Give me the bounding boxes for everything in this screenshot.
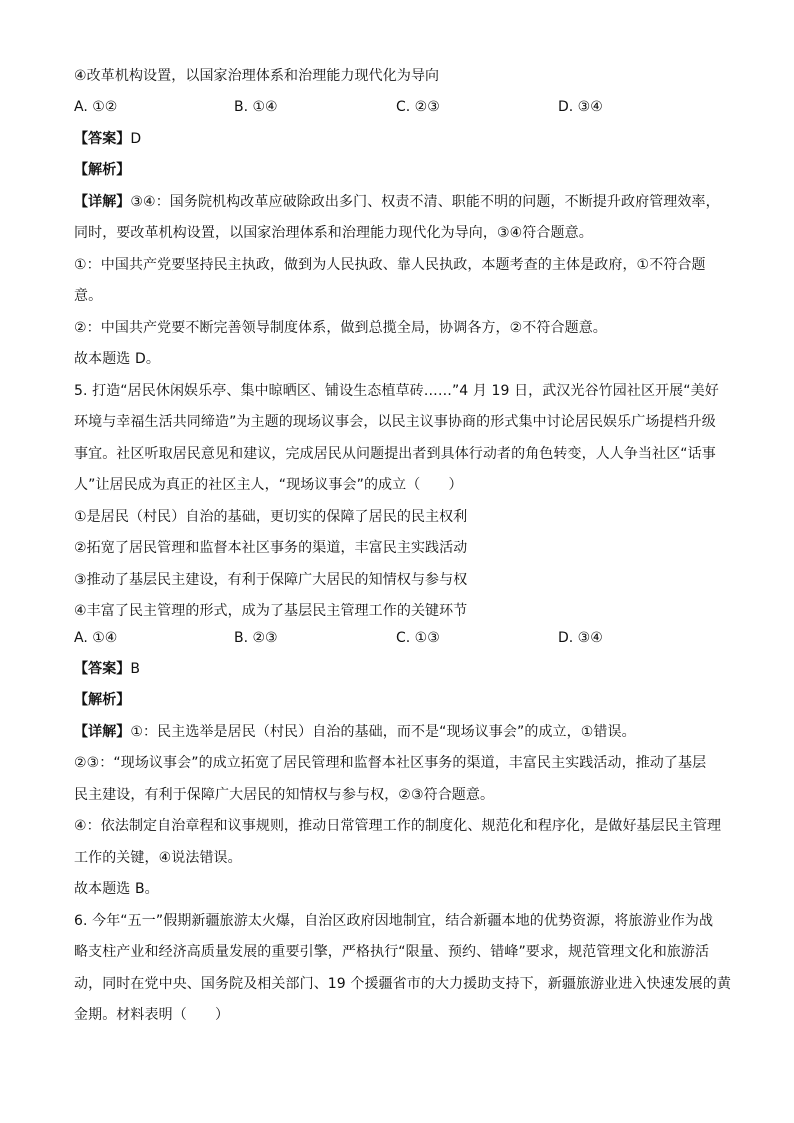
q5-stem-line-3: 事宜。社区听取居民意见和建议，完成居民从问题提出者到具体行动者的角色转变，人人争当社区“话事	[74, 446, 716, 462]
q4-option-c: C. ②③	[396, 99, 440, 115]
q5-option-c: C. ①③	[396, 630, 440, 646]
q6-stem-line-4: 金期。材料表明（ ）	[74, 1007, 230, 1023]
q6-stem-line-3: 动，同时在党中央、国务院及相关部门、19 个援疆省市的大力援助支持下，新疆旅游业进入快速发展的黄	[74, 976, 732, 992]
q5-detail-line-1	[74, 722, 734, 742]
answer-value: D	[130, 131, 142, 147]
q4-detail-line-2: 同时，要改革机构设置，以国家治理体系和治理能力现代化为导向，③④符合题意。	[74, 225, 593, 241]
q4-detail-line-4: 意。	[74, 288, 103, 304]
q4-detail-line-3: ①：中国共产党要坚持民主执政，做到为人民执政、靠人民执政，本题考查的主体是政府，①不符合题	[74, 257, 706, 273]
answer-tag: 【答案】	[74, 131, 131, 147]
q5-option-d: D. ③④	[558, 630, 603, 646]
q5-detail-line-2: ②③：“现场议事会”的成立拓宽了居民管理和监督本社区事务的渠道，丰富民主实践活动，推动了基层	[74, 755, 707, 771]
q4-conclusion: 故本题选 D。	[74, 351, 160, 367]
q4-options	[74, 97, 734, 117]
analysis-tag: 【解析】	[74, 162, 131, 178]
q5-analysis-heading	[74, 690, 734, 710]
q5-stem-line-4: 人”让居民成为真正的社区主人，“现场议事会”的成立（ ）	[74, 477, 463, 493]
q4-option-a: A. ①②	[74, 99, 118, 115]
answer-tag: 【答案】	[74, 661, 131, 677]
q5-detail-line-4: ④：依法制定自治章程和议事规则，推动日常管理工作的制度化、规范化和程序化，是做好基层民主管理	[74, 818, 722, 834]
analysis-tag: 【解析】	[74, 692, 131, 708]
q5-item-4: ④丰富了民主管理的形式，成为了基层民主管理工作的关键环节	[74, 603, 468, 619]
q5-answer	[74, 659, 734, 679]
q4-item-4: ④改革机构设置，以国家治理体系和治理能力现代化为导向	[74, 68, 440, 84]
q5-item-3: ③推动了基层民主建设，有利于保障广大居民的知情权与参与权	[74, 572, 468, 588]
q5-stem-line-1: 5. 打造“居民休闲娱乐亭、集中晾晒区、铺设生态植草砖……”4 月 19 日，武汉光谷竹园社区开展“美好	[74, 383, 719, 399]
q4-detail-line-1	[74, 192, 734, 212]
q5-conclusion: 故本题选 B。	[74, 881, 159, 897]
q6-stem-line-1: 6. 今年“五一”假期新疆旅游太火爆，自治区政府因地制宜，结合新疆本地的优势资源，将旅游业作为战	[74, 913, 714, 929]
detail-text: ①：民主选举是居民（村民）自治的基础，而不是“现场议事会”的成立，①错误。	[130, 724, 636, 740]
q5-item-1: ①是居民（村民）自治的基础，更切实的保障了居民的民主权利	[74, 509, 468, 525]
q5-options	[74, 628, 734, 648]
q4-detail-line-5: ②：中国共产党要不断完善领导制度体系，做到总揽全局，协调各方，②不符合题意。	[74, 320, 607, 336]
q5-detail-line-5: 工作的关键，④说法错误。	[74, 850, 242, 866]
q4-analysis-heading	[74, 160, 734, 180]
q6-stem-line-2: 略支柱产业和经济高质量发展的重要引擎，严格执行“限量、预约、错峰”要求，规范管理文化和旅游活	[74, 944, 710, 960]
q5-detail-line-3: 民主建设，有利于保障广大居民的知情权与参与权，②③符合题意。	[74, 787, 495, 803]
q4-option-d: D. ③④	[558, 99, 603, 115]
q5-stem-line-2: 环境与幸福生活共同缔造”为主题的现场议事会，以民主议事协商的形式集中讨论居民娱乐广场提档升级	[74, 414, 716, 430]
q5-option-a: A. ①④	[74, 630, 118, 646]
detail-tag: 【详解】	[74, 194, 131, 210]
q4-option-b: B. ①④	[234, 99, 278, 115]
detail-tag: 【详解】	[74, 724, 131, 740]
detail-text: ③④：国务院机构改革应破除政出多门、权责不清、职能不明的问题，不断提升政府管理效率，	[130, 194, 720, 210]
answer-value: B	[130, 661, 141, 677]
q5-option-b: B. ②③	[234, 630, 278, 646]
q5-item-2: ②拓宽了居民管理和监督本社区事务的渠道，丰富民主实践活动	[74, 540, 468, 556]
q4-answer	[74, 129, 734, 149]
